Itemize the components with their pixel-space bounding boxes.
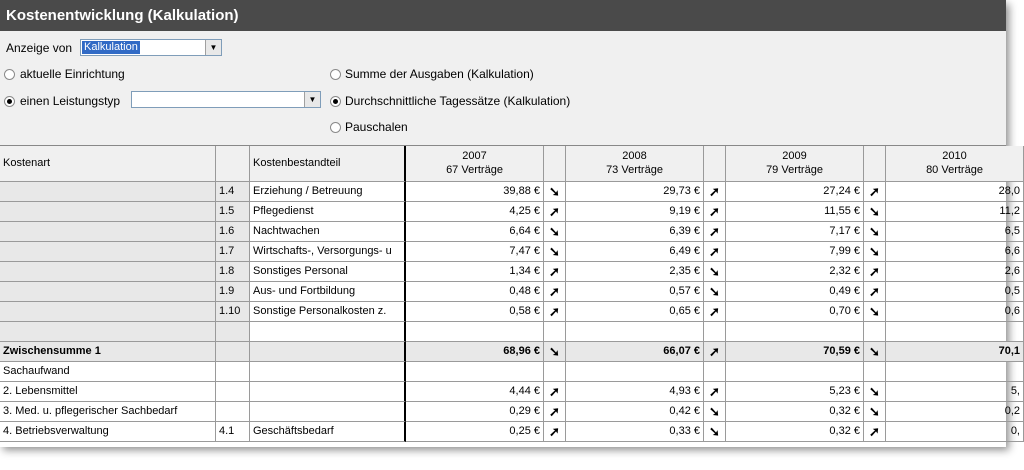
row-value: 11,2 xyxy=(886,202,1024,222)
arrow-down-right-icon: ➘ xyxy=(869,304,880,319)
radio-summe-ausgaben[interactable] xyxy=(330,69,341,80)
arrow-up-right-icon: ➚ xyxy=(709,244,720,259)
chevron-down-icon[interactable]: ▼ xyxy=(205,40,221,55)
arrow-up-right-icon: ➚ xyxy=(549,264,560,279)
row-kostenart xyxy=(0,282,216,302)
row-trend xyxy=(864,302,886,322)
row-value: 0,58 € xyxy=(406,302,544,322)
row-trend xyxy=(864,402,886,422)
row-value: 27,24 € xyxy=(726,182,864,202)
row-trend xyxy=(704,182,726,202)
row-value: 0,29 € xyxy=(406,402,544,422)
row-value xyxy=(886,322,1024,342)
row-value: 68,96 € xyxy=(406,342,544,362)
row-trend xyxy=(864,362,886,382)
header-year: 2010 xyxy=(942,150,967,162)
row-trend xyxy=(864,182,886,202)
row-value: 0,33 € xyxy=(566,422,704,442)
row-value: 28,0 xyxy=(886,182,1024,202)
row-kostenbestandteil: Sonstige Personalkosten z. xyxy=(250,302,406,322)
row-kostenart: 4. Betriebsverwaltung xyxy=(0,422,216,442)
row-trend xyxy=(544,422,566,442)
row-nr xyxy=(216,402,250,422)
row-value xyxy=(886,362,1024,382)
arrow-down-right-icon: ➘ xyxy=(549,244,560,259)
header-kostenart: Kostenart xyxy=(0,146,216,182)
row-value: 39,88 € xyxy=(406,182,544,202)
row-trend xyxy=(864,382,886,402)
header-year: 2007 xyxy=(462,150,487,162)
row-kostenbestandteil xyxy=(250,322,406,342)
row-trend xyxy=(864,422,886,442)
row-value: 6,6 xyxy=(886,242,1024,262)
row-value: 2,35 € xyxy=(566,262,704,282)
row-nr xyxy=(216,382,250,402)
row-trend xyxy=(544,382,566,402)
row-kostenart xyxy=(0,262,216,282)
row-value xyxy=(726,362,864,382)
arrow-up-right-icon: ➚ xyxy=(549,424,560,439)
radio-summe-ausgaben-label: Summe der Ausgaben (Kalkulation) xyxy=(345,67,534,81)
header-year-2010 xyxy=(886,146,1024,182)
radio-einen-leistungstyp[interactable] xyxy=(4,96,15,107)
row-trend xyxy=(704,202,726,222)
row-value: 70,1 xyxy=(886,342,1024,362)
arrow-up-right-icon: ➚ xyxy=(709,304,720,319)
row-value: 0,48 € xyxy=(406,282,544,302)
arrow-down-right-icon: ➘ xyxy=(869,344,880,359)
leistungstyp-select[interactable] xyxy=(131,91,321,108)
row-value: 0,65 € xyxy=(566,302,704,322)
row-trend xyxy=(544,342,566,362)
arrow-down-right-icon: ➘ xyxy=(549,184,560,199)
arrow-up-right-icon: ➚ xyxy=(549,204,560,219)
row-value: 6,39 € xyxy=(566,222,704,242)
row-value: 0,5 xyxy=(886,282,1024,302)
row-value: 1,34 € xyxy=(406,262,544,282)
arrow-down-right-icon: ➘ xyxy=(709,264,720,279)
row-value: 5,23 € xyxy=(726,382,864,402)
arrow-down-right-icon: ➘ xyxy=(869,384,880,399)
leistungstyp-selected-value xyxy=(133,93,137,106)
row-nr: 1.6 xyxy=(216,222,250,242)
header-year: 2008 xyxy=(622,150,647,162)
row-nr: 1.9 xyxy=(216,282,250,302)
arrow-up-right-icon: ➚ xyxy=(709,384,720,399)
row-value: 6,49 € xyxy=(566,242,704,262)
row-trend xyxy=(704,262,726,282)
row-value: 7,17 € xyxy=(726,222,864,242)
header-vertraege: 67 Verträge xyxy=(446,164,503,176)
row-nr: 1.4 xyxy=(216,182,250,202)
arrow-up-right-icon: ➚ xyxy=(549,284,560,299)
row-value: 2,6 xyxy=(886,262,1024,282)
radio-pauschalen[interactable] xyxy=(330,122,341,133)
row-value xyxy=(726,322,864,342)
row-kostenbestandteil: Wirtschafts-, Versorgungs- u xyxy=(250,242,406,262)
header-year-2007 xyxy=(406,146,544,182)
anzeige-select[interactable] xyxy=(80,39,222,56)
row-kostenbestandteil xyxy=(250,402,406,422)
row-trend xyxy=(864,202,886,222)
arrow-up-right-icon: ➚ xyxy=(549,404,560,419)
arrow-down-right-icon: ➘ xyxy=(549,224,560,239)
header-year-2008 xyxy=(566,146,704,182)
anzeige-selected-value: Kalkulation xyxy=(84,41,138,53)
anzeige-label: Anzeige von xyxy=(6,41,73,55)
header-trend xyxy=(864,146,886,182)
row-trend xyxy=(864,242,886,262)
row-nr: 4.1 xyxy=(216,422,250,442)
row-value xyxy=(566,322,704,342)
row-value: 6,5 xyxy=(886,222,1024,242)
row-value: 4,93 € xyxy=(566,382,704,402)
row-trend xyxy=(864,342,886,362)
arrow-down-right-icon: ➘ xyxy=(709,284,720,299)
header-vertraege: 73 Verträge xyxy=(606,164,663,176)
chevron-down-icon[interactable]: ▼ xyxy=(304,92,320,107)
row-value xyxy=(406,322,544,342)
row-kostenbestandteil xyxy=(250,362,406,382)
row-value: 4,44 € xyxy=(406,382,544,402)
row-trend xyxy=(704,402,726,422)
arrow-down-right-icon: ➘ xyxy=(709,404,720,419)
row-kostenbestandteil xyxy=(250,342,406,362)
arrow-down-right-icon: ➘ xyxy=(869,204,880,219)
radio-durchschnittliche-tagessaetze[interactable] xyxy=(330,96,341,107)
header-trend xyxy=(704,146,726,182)
row-trend xyxy=(544,362,566,382)
header-vertraege: 79 Verträge xyxy=(766,164,823,176)
row-kostenbestandteil: Nachtwachen xyxy=(250,222,406,242)
row-value: 0,2 xyxy=(886,402,1024,422)
row-trend xyxy=(544,262,566,282)
arrow-up-right-icon: ➚ xyxy=(709,224,720,239)
row-value: 0,70 € xyxy=(726,302,864,322)
header-kostenbestandteil: Kostenbestandteil xyxy=(250,146,406,182)
header-year: 2009 xyxy=(782,150,807,162)
arrow-up-right-icon: ➚ xyxy=(549,384,560,399)
radio-pauschalen-label: Pauschalen xyxy=(345,120,408,134)
row-trend xyxy=(704,282,726,302)
row-value: 2,32 € xyxy=(726,262,864,282)
row-kostenbestandteil: Erziehung / Betreuung xyxy=(250,182,406,202)
row-trend xyxy=(864,222,886,242)
row-trend xyxy=(544,282,566,302)
row-nr: 1.8 xyxy=(216,262,250,282)
arrow-up-right-icon: ➚ xyxy=(869,284,880,299)
row-value: 0,32 € xyxy=(726,402,864,422)
row-value: 0,32 € xyxy=(726,422,864,442)
row-trend xyxy=(544,322,566,342)
row-trend xyxy=(704,322,726,342)
arrow-down-right-icon: ➘ xyxy=(869,224,880,239)
row-value xyxy=(566,362,704,382)
radio-aktuelle-einrichtung[interactable] xyxy=(4,69,15,80)
row-nr xyxy=(216,362,250,382)
radio-aktuelle-einrichtung-label: aktuelle Einrichtung xyxy=(20,67,125,81)
row-nr xyxy=(216,342,250,362)
row-value: 0,42 € xyxy=(566,402,704,422)
row-trend xyxy=(544,202,566,222)
row-value: 0,6 xyxy=(886,302,1024,322)
row-value xyxy=(406,362,544,382)
row-trend xyxy=(864,262,886,282)
arrow-down-right-icon: ➘ xyxy=(549,344,560,359)
row-kostenbestandteil: Sonstiges Personal xyxy=(250,262,406,282)
row-trend xyxy=(704,302,726,322)
row-kostenbestandteil: Aus- und Fortbildung xyxy=(250,282,406,302)
row-trend xyxy=(704,342,726,362)
row-value: 0,25 € xyxy=(406,422,544,442)
arrow-up-right-icon: ➚ xyxy=(869,184,880,199)
header-vertraege: 80 Verträge xyxy=(926,164,983,176)
row-nr: 1.5 xyxy=(216,202,250,222)
row-kostenart xyxy=(0,242,216,262)
row-kostenart: Sachaufwand xyxy=(0,362,216,382)
row-trend xyxy=(704,362,726,382)
row-value: 7,99 € xyxy=(726,242,864,262)
row-value: 0,49 € xyxy=(726,282,864,302)
row-value: 6,64 € xyxy=(406,222,544,242)
row-kostenbestandteil: Pflegedienst xyxy=(250,202,406,222)
row-trend xyxy=(544,182,566,202)
row-kostenbestandteil: Geschäftsbedarf xyxy=(250,422,406,442)
row-kostenart: 2. Lebensmittel xyxy=(0,382,216,402)
row-kostenart xyxy=(0,202,216,222)
row-kostenart: Zwischensumme 1 xyxy=(0,342,216,362)
cost-table xyxy=(0,145,1020,447)
arrow-down-right-icon: ➘ xyxy=(869,404,880,419)
row-trend xyxy=(544,402,566,422)
row-value: 4,25 € xyxy=(406,202,544,222)
arrow-down-right-icon: ➘ xyxy=(709,424,720,439)
radio-einen-leistungstyp-label: einen Leistungstyp xyxy=(20,94,121,108)
row-trend xyxy=(864,282,886,302)
row-value: 7,47 € xyxy=(406,242,544,262)
row-nr: 1.7 xyxy=(216,242,250,262)
row-value: 9,19 € xyxy=(566,202,704,222)
row-value: 70,59 € xyxy=(726,342,864,362)
arrow-up-right-icon: ➚ xyxy=(869,424,880,439)
header-nr xyxy=(216,146,250,182)
window-title: Kostenentwicklung (Kalkulation) xyxy=(0,0,1006,31)
arrow-down-right-icon: ➘ xyxy=(869,244,880,259)
row-kostenart xyxy=(0,182,216,202)
header-year-2009 xyxy=(726,146,864,182)
row-kostenart xyxy=(0,322,216,342)
row-kostenbestandteil xyxy=(250,382,406,402)
row-value: 11,55 € xyxy=(726,202,864,222)
arrow-up-right-icon: ➚ xyxy=(709,344,720,359)
arrow-up-right-icon: ➚ xyxy=(709,204,720,219)
row-kostenart: 3. Med. u. pflegerischer Sachbedarf xyxy=(0,402,216,422)
arrow-up-right-icon: ➚ xyxy=(549,304,560,319)
header-trend xyxy=(544,146,566,182)
row-value: 5, xyxy=(886,382,1024,402)
radio-durchschnittliche-tagessaetze-label: Durchschnittliche Tagessätze (Kalkulation) xyxy=(345,94,571,108)
row-value: 66,07 € xyxy=(566,342,704,362)
row-kostenart xyxy=(0,302,216,322)
row-trend xyxy=(704,422,726,442)
row-value: 0,57 € xyxy=(566,282,704,302)
row-trend xyxy=(864,322,886,342)
row-trend xyxy=(544,222,566,242)
row-nr: 1.10 xyxy=(216,302,250,322)
arrow-up-right-icon: ➚ xyxy=(869,264,880,279)
row-nr xyxy=(216,322,250,342)
arrow-up-right-icon: ➚ xyxy=(709,184,720,199)
row-trend xyxy=(704,222,726,242)
row-kostenart xyxy=(0,222,216,242)
row-value: 29,73 € xyxy=(566,182,704,202)
row-trend xyxy=(704,382,726,402)
row-trend xyxy=(544,302,566,322)
row-trend xyxy=(544,242,566,262)
row-value: 0, xyxy=(886,422,1024,442)
row-trend xyxy=(704,242,726,262)
